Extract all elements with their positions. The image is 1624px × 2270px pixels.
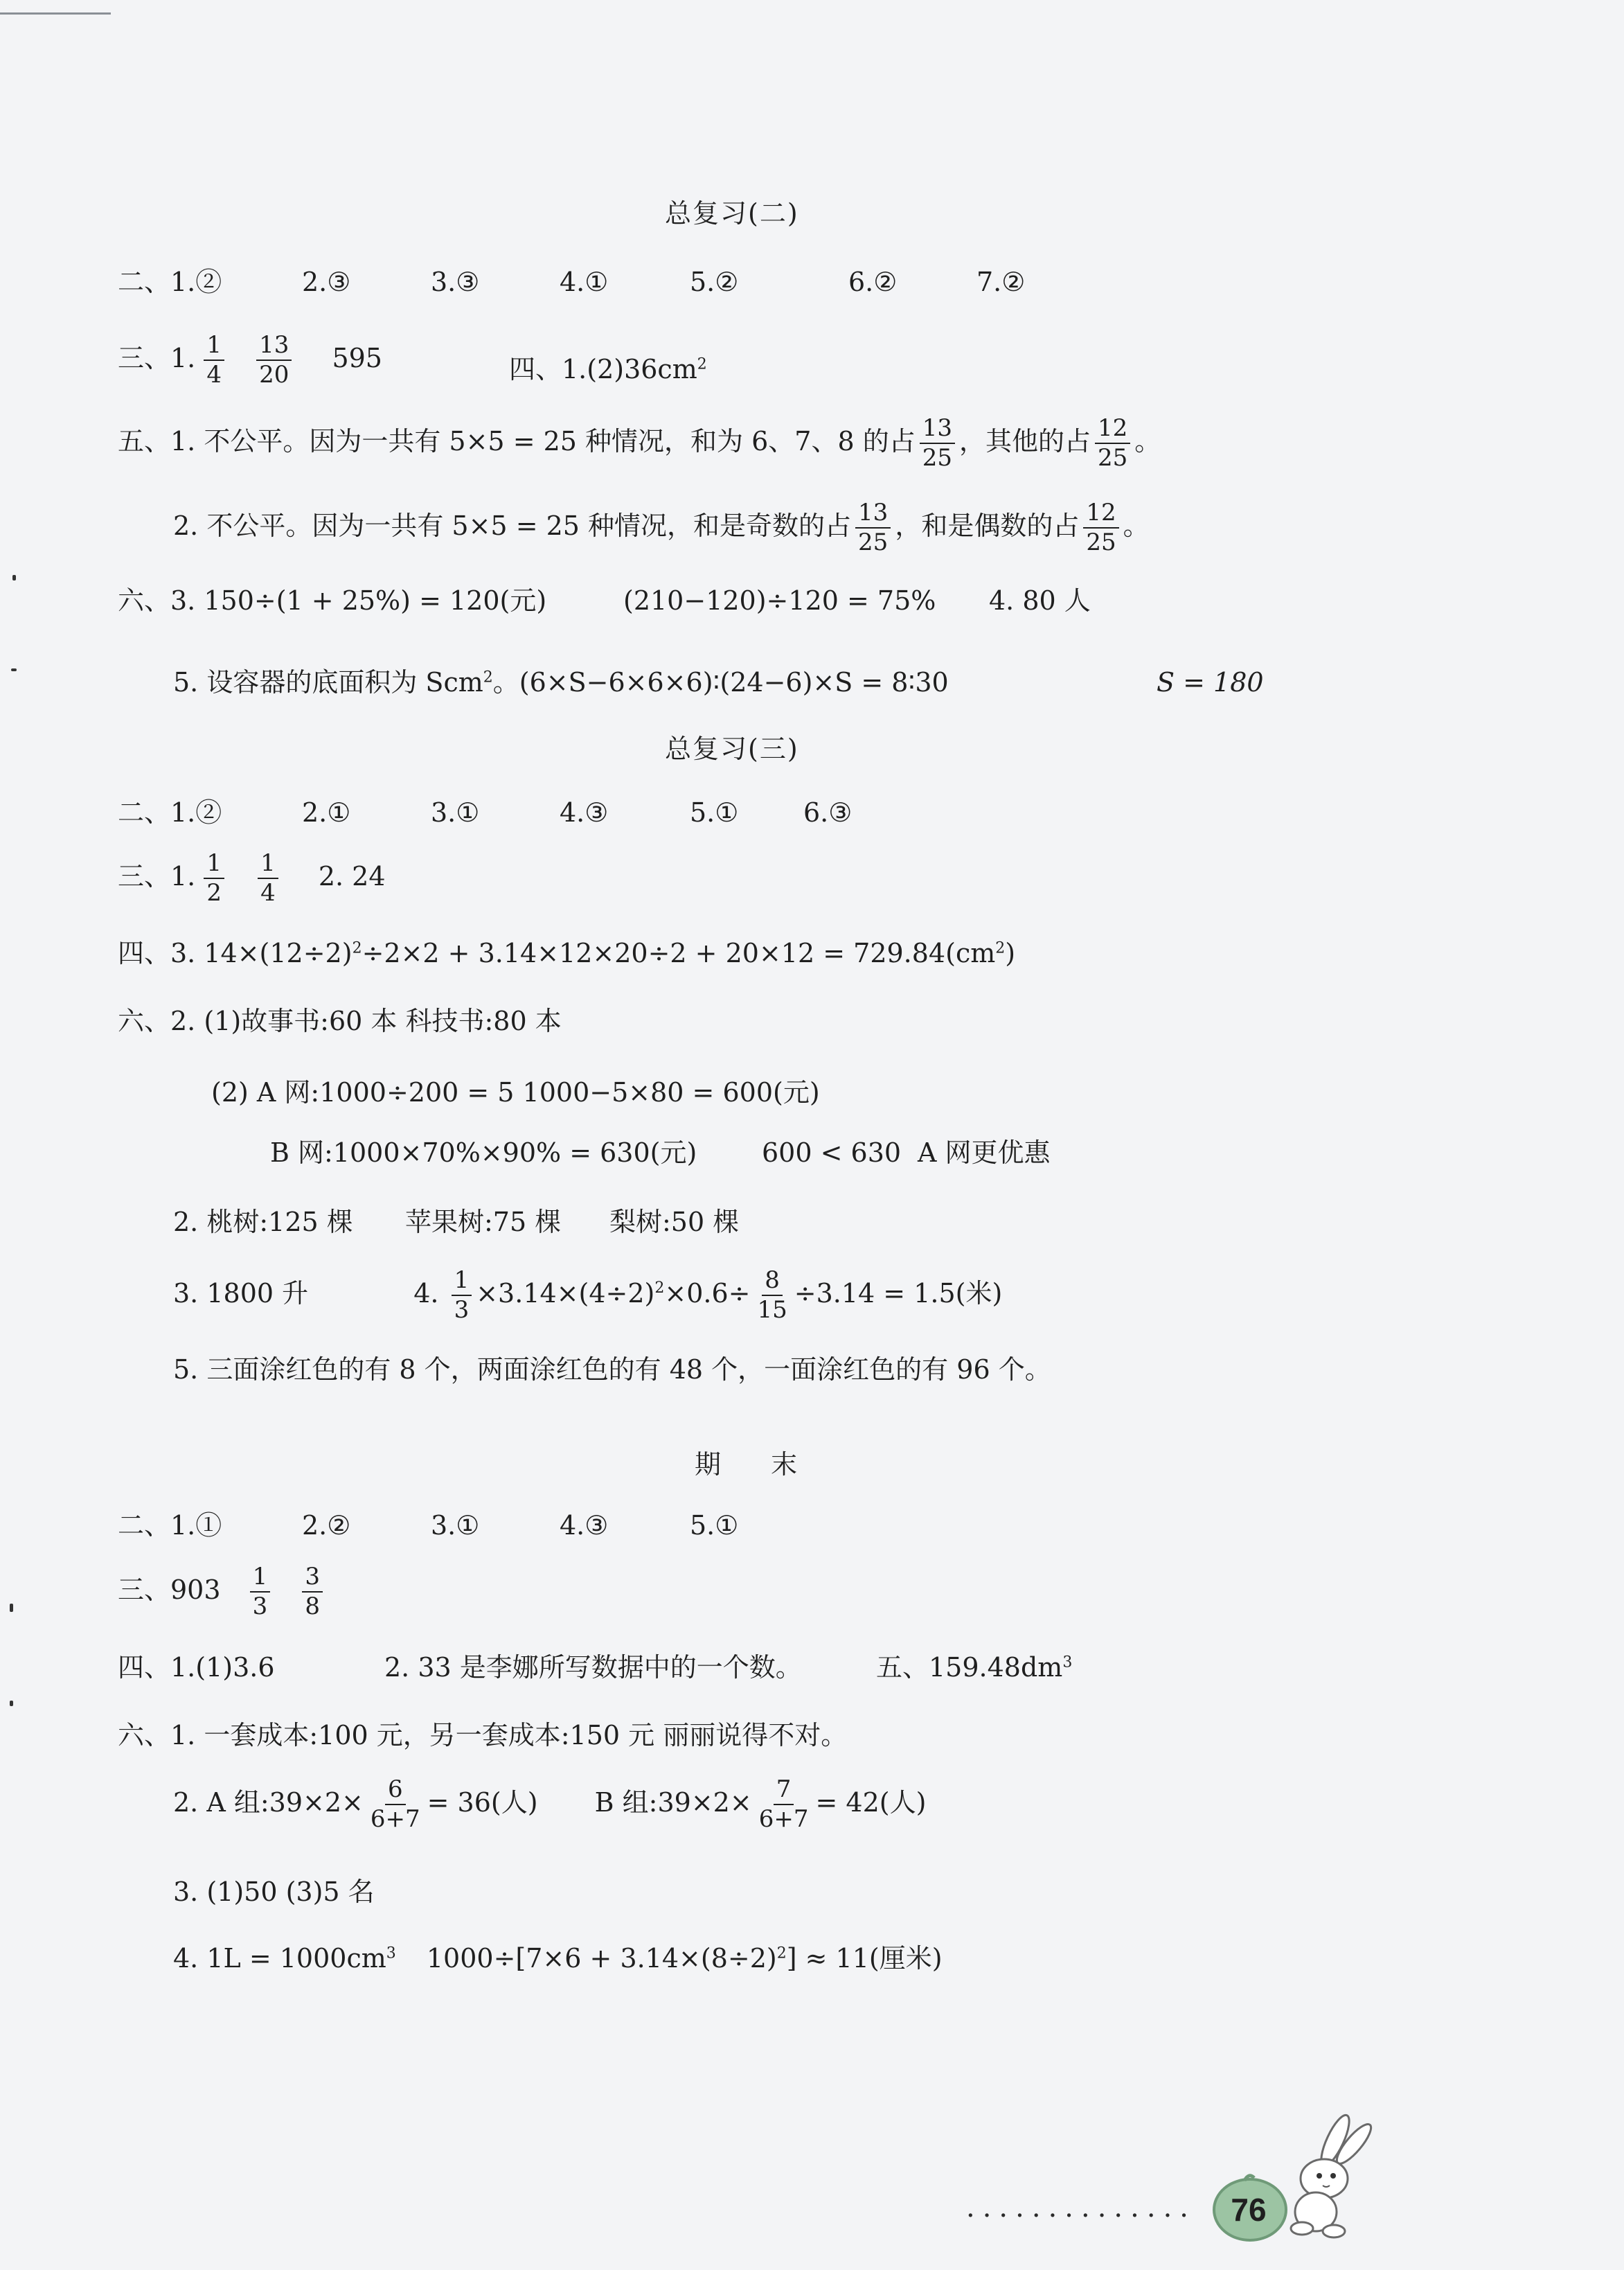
page-number: 76	[1231, 2192, 1267, 2228]
fraction: $\frac{13}{25}$	[855, 500, 891, 556]
s4-line-2: 三、903 $\frac{1}{3}$ $\frac{3}{8}$	[118, 1564, 327, 1620]
fraction: $\frac{1}{3}$	[250, 1564, 271, 1620]
s4-line-4: 六、1. 一套成本:100 元，另一套成本:150 元 丽丽说得不对。	[118, 1720, 848, 1750]
fraction: $\frac{1}{4}$	[204, 332, 224, 389]
s3-line-9: 5. 三面涂红色的有 8 个，两面涂红色的有 48 个，一面涂红色的有 96 个。	[173, 1354, 1051, 1385]
bunny-illustration	[1281, 2102, 1378, 2241]
section-title-final: 期 末	[695, 1449, 819, 1480]
section-title-review-3: 总复习(三)	[665, 734, 799, 764]
fraction: $\frac{12}{25}$	[1095, 416, 1130, 472]
scan-mark	[10, 1604, 13, 1612]
s2-line-2-right: 四、$1.(2)36cm^2$	[509, 354, 707, 384]
fraction: $\frac{1}{3}$	[452, 1268, 472, 1324]
fraction: $\frac{13}{20}$	[256, 332, 292, 389]
answer-page: 总复习(二) 二、1.② 2.③ 3.③ 4.① 5.② 6.② 7.② 三、1. $\frac{1}{4}$ $\frac{13}{20}$ 595 四、$1.(2)36cm^2$ 五、1. 不公平。因为一共有 5×5 = 25 种情况，和为 6、7、8 的占 $\frac{13}{25}$ ，其他的占 $\frac{12}{25}$ 。 2. 不公平。因为一共有 5×5 = 25 种情况，和是奇数的占 $\frac{13}{25}$ ，和是偶数的占 $\frac{12}{25}$ 。 六、3. 150÷(1 + 25%) = 120(元) (210−120)÷120 = 75% 4. 80 人 5. 设容器的底面积为 Scm$^2$。(6×S−6×6×6)∶(24−6)×S = 8∶30 S = 180 总复习(三) 二、1.② 2.① 3.① 4.③ 5.① 6.③ 三、1. $\frac{1}{2}$ $\frac{1}{4}$ 2. 24 四、3. $14\times(12\div 2)^2\div 2\times 2 + 3.14\times 12\times 20\div 2 + 20\times 12 = 729.84(cm^2)$ 六、2. (1)故事书:60 本 科技书:80 本 (2) A 网:1000÷200 = 5 1000−5×80 = 600(元) B 网:1000×70%×90% = 630(元) 600 < 630 A 网更优惠 2. 桃树:125 棵 苹果树:75 棵 梨树:50 棵 3. 1800 升 4. $\frac{1}{3}$ $\times 3.14\times(4\div 2)^2\times 0.6\div$ $\frac{8}{15}$ ÷3.14 = 1.5(米) 5. 三面涂红色的有 8 个，两面涂红色的有 48 个，一面涂红色的有 96 个。 期 末 二、1.① 2.② 3.① 4.③ 5.① 三、903 $\frac{1}{3}$ $\frac{3}{8}$ 四、1.(1)3.6 2. 33 是李娜所写数据中的一个数。 五、$159.48dm^3$ 六、1. 一套成本:100 元，另一套成本:150 元 丽丽说得不对。 2. A 组:39×2× $\frac{6}{6+7}$ = 36(人) B 组:39×2× $\frac{7}{6+7}$ = 42(人) 3. (1)50 (3)5 名 4. $1L = 1000cm^3$ $1000\div[7\times 6 + 3.14\times(8\div 2)^2] \approx 11$(厘米) ·············· 76	[0, 0, 1624, 2270]
s4-line-6: 3. (1)50 (3)5 名	[173, 1877, 375, 1907]
fraction: $\frac{7}{6+7}$	[758, 1775, 809, 1834]
fraction: $\frac{8}{15}$	[757, 1266, 787, 1324]
s4-line-5: 2. A 组:39×2× $\frac{6}{6+7}$ = 36(人) B 组:39×2× $\frac{7}{6+7}$ = 42(人)	[173, 1775, 927, 1834]
fraction: $\frac{12}{25}$	[1083, 500, 1118, 556]
scan-mark	[11, 668, 17, 671]
section-title-review-2: 总复习(二)	[665, 198, 799, 229]
s3-line-3: 四、3. $14\times(12\div 2)^2\div 2\times 2 + 3.14\times 12\times 20\div 2 + 20\times 12 = 729.84(cm^2)$	[118, 938, 1016, 968]
fraction: $\frac{13}{25}$	[920, 416, 955, 472]
s2-line-4: 2. 不公平。因为一共有 5×5 = 25 种情况，和是奇数的占 $\frac{13}{25}$ ，和是偶数的占 $\frac{12}{25}$ 。	[173, 499, 1150, 557]
page-number-badge	[1208, 2168, 1292, 2244]
fraction: $\frac{1}{4}$	[258, 851, 278, 907]
scan-mark	[12, 575, 16, 580]
s4-line-7: 4. $1L = 1000cm^3$ $1000\div[7\times 6 + 3.14\times(8\div 2)^2] \approx 11$(厘米)	[173, 1943, 943, 1974]
s3-line-5: (2) A 网:1000÷200 = 5 1000−5×80 = 600(元)	[211, 1077, 820, 1108]
s3-line-2: 三、1. $\frac{1}{2}$ $\frac{1}{4}$ 2. 24	[118, 849, 386, 907]
s3-line-8: 3. 1800 升 4. $\frac{1}{3}$ $\times 3.14\times(4\div 2)^2\times 0.6\div$ $\frac{8}{15}$ ÷3.14 = 1.5(米)	[173, 1266, 1003, 1324]
fraction: $\frac{6}{6+7}$	[370, 1775, 420, 1834]
fraction: $\frac{3}{8}$	[302, 1564, 323, 1620]
s2-line-3: 五、1. 不公平。因为一共有 5×5 = 25 种情况，和为 6、7、8 的占 $\frac{13}{25}$ ，其他的占 $\frac{12}{25}$ 。	[118, 414, 1161, 472]
footer-dots: ··············	[966, 2200, 1197, 2232]
top-rule	[0, 12, 111, 15]
s2-line-2: 三、1. $\frac{1}{4}$ $\frac{13}{20}$ 595	[118, 331, 382, 389]
s3-line-4: 六、2. (1)故事书:60 本 科技书:80 本	[118, 1006, 562, 1036]
scan-mark	[10, 1701, 13, 1706]
fraction: $\frac{1}{2}$	[204, 851, 224, 907]
